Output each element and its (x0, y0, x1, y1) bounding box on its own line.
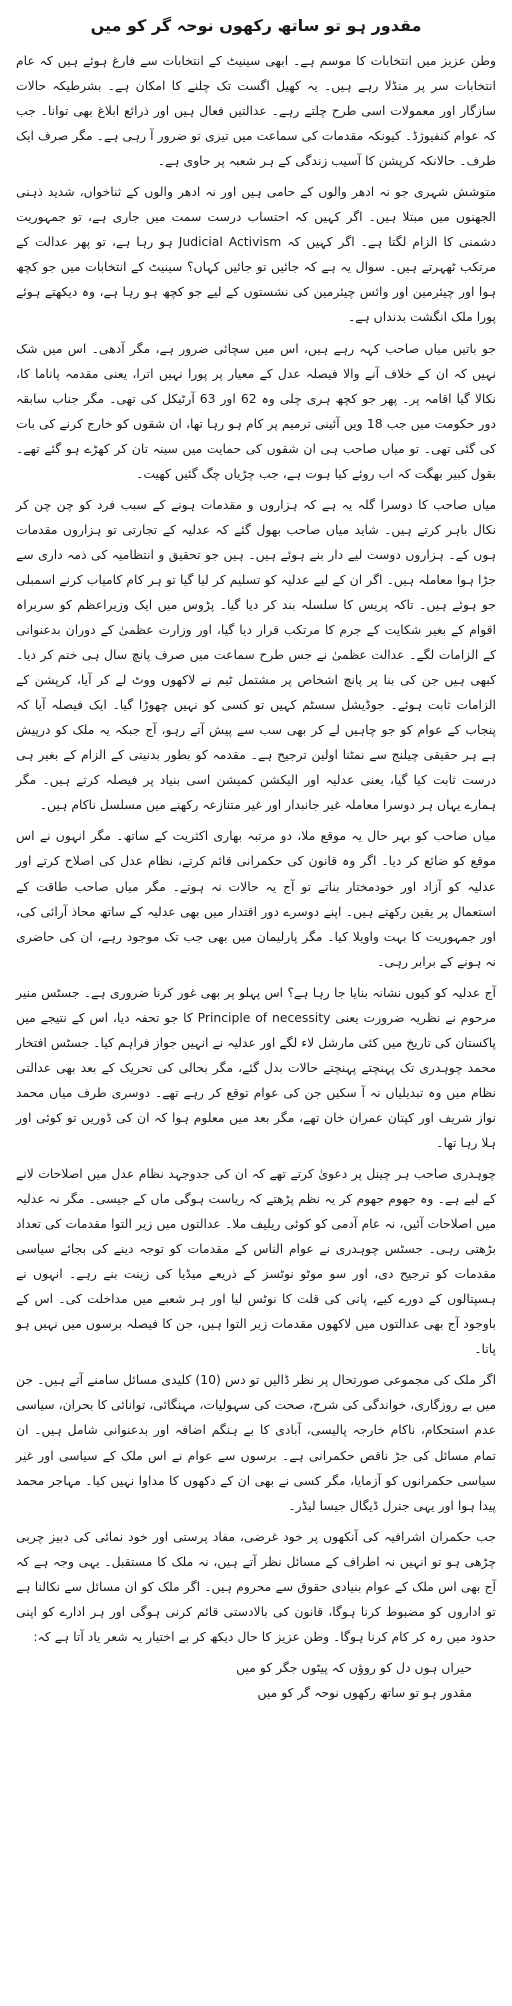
article-title: مقدور ہو تو ساتھ رکھوں نوحہ گر کو میں (90, 16, 422, 35)
couplet-line: مقدور ہو تو ساتھ رکھوں نوحہ گر کو میں (257, 1684, 472, 1700)
paragraph: جب حکمران اشرافیہ کی آنکھوں پر خود غرضی، مفاد پرستی اور خود نمائی کی دبیز چربی چڑھی ہو تو انہیں نہ اطراف کے مسائل نظر آتے ہیں، نہ ملک کا مستقبل۔ یہی وجہ ہے کہ آج بھی اس ملک کے عوام بنیادی حقوق سے محروم ہیں۔ اگر ملک کو ان مسائل سے نکالنا ہے تو اداروں کو مضبوط کرنا ہوگا، قانون کی بالادستی قائم کرنی ہوگی اور ہر ادارے کو اپنی حدود میں رہ کر کام کرنا ہوگا۔ وطن عزیز کا حال دیکھ کر بے اختیار یہ شعر یاد آتا ہے کہ: (16, 1528, 496, 1644)
paragraph: وطن عزیز میں انتخابات کا موسم ہے۔ ابھی سینیٹ کے انتخابات سے فارغ ہوئے ہیں کہ عام انتخابات سر پر منڈلا رہے ہیں۔ یہ کھیل اگست تک چلنے کا امکان ہے۔ بشرطیکہ حالات سازگار اور معمولات اسی طرح چلتے رہے۔ عدالتیں فعال ہیں اور ذرائع ابلاغ بھی توانا۔ جب کہ عوام کنفیوژڈ۔ کیونکہ مقدمات کی سماعت میں تیزی تو ضرور آ رہی ہے۔ مگر صرف ایک طرف۔ حالانکہ کرپشن کا آسیب زندگی کے ہر شعبہ پر حاوی ہے۔ (16, 53, 496, 169)
paragraph: چوہدری صاحب ہر چینل پر دعویٰ کرتے تھے کہ ان کی جدوجہد نظام عدل میں اصلاحات لانے کے لیے ہے۔ وہ جھوم جھوم کر یہ نظم پڑھتے کہ ریاست ہوگی ماں کے جیسی۔ مگر نہ عدلیہ میں اصلاحات آئیں، نہ عام آدمی کو کوئی ریلیف ملا۔ عدالتوں میں زیر التوا مقدمات کی تعداد بڑھتی رہی۔ جسٹس چوہدری نے عوام الناس کے مقدمات کو توجہ دینے کی بجائے سیاسی مقدمات کو ترجیح دی، اور سو موٹو نوٹسز کے ذریعے میڈیا کی زینت بنے رہے۔ انہوں نے ہسپتالوں کے دورے کیے، پانی کی قلت کا نوٹس لیا اور ہر شعبے میں مداخلت کی۔ اس کے باوجود آج بھی عدالتوں میں لاکھوں مقدمات زیر التوا ہیں، جن کا فیصلہ برسوں میں نہیں ہو پاتا۔ (16, 1166, 496, 1357)
paragraph: میاں صاحب کو بہر حال یہ موقع ملا، دو مرتبہ بھاری اکثریت کے ساتھ۔ مگر انہوں نے اس موقع کو ضائع کر دیا۔ اگر وہ قانون کی حکمرانی قائم کرتے، نظام عدل کی اصلاح کرتے اور عدلیہ کو آزاد اور خودمختار بناتے تو آج یہ حالات نہ ہوتے۔ مگر میاں صاحب طاقت کے استعمال پر یقین رکھتے ہیں۔ اپنے دوسرے دور اقتدار میں بھی عدلیہ کے ساتھ محاذ آرائی کی، اور جمہوریت کا بہت واویلا کیا۔ مگر پارلیمان میں بھی جب تک موجود رہے، ان کی حاضری نہ ہونے کے برابر رہی۔ (16, 828, 496, 969)
paragraph: اگر ملک کی مجموعی صورتحال پر نظر ڈالیں تو دس (10) کلیدی مسائل سامنے آتے ہیں۔ جن میں بے روزگاری، خواندگی کی شرح، صحت کی سہولیات، مہنگائی، توانائی کا بحران، سیاسی عدم استحکام، ناکام خارجہ پالیسی، آبادی کا بے ہنگم اضافہ اور بدعنوانی شامل ہیں۔ ان تمام مسائل کی جڑ ناقص حکمرانی ہے۔ برسوں سے عوام نے اس ملک کے سیاسی اور غیر سیاسی حکمرانوں کو آزمایا، مگر کسی نے بھی ان کے دکھوں کا مداوا نہیں کیا۔ مہاجر محمد پیدا ہوا اور یہی جنرل ڈیگال جیسا لیڈر۔ (16, 1372, 497, 1513)
paragraph: میاں صاحب کا دوسرا گلہ یہ ہے کہ ہزاروں و مقدمات ہونے کے سبب فرد کو چن چن کر نکال باہر کرتے ہیں۔ شاید میاں صاحب بھول گئے کہ عدلیہ کے تجارتی تو ہزاروں مقدمات ہوں کے۔ ہزاروں دوست لیے دار بنے ہوئے ہیں۔ ہیں جو تحقیق و انتظامیہ کی ذمہ داری سے جڑا ہوا معاملہ ہیں۔ اگر ان کے لیے عدلیہ کو تسلیم کر لیا گیا تو ہر کام کامیاب کرنے اسمبلی جو ہوئے ہیں۔ تاکہ پریس کا سلسلہ بند کر دیا گیا۔ پڑوس میں ایک وزیراعظم کو سربراہ اقوام کے بغیر شکایت کے جرم کا مرتکب قرار دیا گیا، اور وزارت عظمیٰ کے دوران بدعنوانی کے الزامات لگے۔ عدالت عظمیٰ نے جس طرح سماعت میں صرف پانچ سال ہی ختم کر دیا۔ کبھی ہیں جن کی بنا پر پانچ اشخاص پر مشتمل ٹیم نے لاکھوں ووٹ لے کر آیا، کرپشن کے الزامات ثابت ہوئے۔ جوڈیشل سسٹم کہیں تو کسی کو نہیں چھوڑا گیا۔ ایک فیصلہ آیا کہ پنجاب کے عوام کو جو چاہیں لے کر بھی سب سے پیش آتے رہو، آج جبکہ یہ ملک کو درپیش ہے ہر حقیقی چیلنج سے نمٹنا اولین ترجیح ہے۔ مقدمہ کو بطور بدنیتی کے الزام کے بغیر ہی درست ثابت کیا گیا، یعنی عدلیہ اور الیکشن کمیشن اسی بنیاد پر فیصلہ کرتے ہیں۔ مگر ہمارے یہاں ہر دوسرا معاملہ غیر جانبدار اور غیر متنازعہ رکھنے میں مسلسل ناکام ہیں۔ (16, 496, 496, 813)
paragraph: آج عدلیہ کو کیوں نشانہ بنایا جا رہا ہے؟ اس پہلو پر بھی غور کرنا ضروری ہے۔ جسٹس منیر مرحوم نے نظریہ ضرورت یعنی Principle of necessity کا جو تحفہ دیا، اس کے نتیجے میں پاکستان کی تاریخ میں کئی مارشل لاء لگے اور عدلیہ نے انہیں جواز فراہم کیا۔ جسٹس افتخار محمد چوہدری تک پہنچتے پہنچتے حالات بدل گئے، مگر بحالی کی تحریک کے بعد بھی عدالتی نظام میں وہ تبدیلیاں نہ آ سکیں جن کی عوام توقع کر رہے تھے۔ دوسری طرف میاں محمد نواز شریف اور کپتان عمران خان تھے، مگر بعد میں معلوم ہوا کہ ان کی ڈوریں تو کوئی اور ہلا رہا تھا۔ (16, 984, 497, 1150)
paragraph: جو باتیں میاں صاحب کہہ رہے ہیں، اس میں سچائی ضرور ہے، مگر آدھی۔ اس میں شک نہیں کہ ان کے خلاف آنے والا فیصلہ عدل کے معیار پر پورا نہیں اترا، یعنی مقدمہ پاناما کا، نکالا گیا اقامہ پر۔ پھر جو کچھ ہری چلی وہ 62 اور 63 آرٹیکل کی تھی۔ مگر جناب سابقہ دور حکومت میں جب 18 ویں آئینی ترمیم پر کام ہو رہا تھا، ان شقوں کو خارج کرنے کی بات کی گئی تھی۔ تو میاں صاحب ہی ان شقوں کی حمایت میں سینہ تان کر کھڑے ہو گئے تھے۔ بقول کبیر بھگت کہ اب روئے کیا ہوت ہے، جب چڑیاں چگ گئیں کھیت۔ (16, 340, 497, 481)
paragraph: متوشش شہری جو نہ ادھر والوں کے حامی ہیں اور نہ ادھر والوں کے ثناخواں، شدید ذہنی الجھنوں میں مبتلا ہیں۔ اگر کہیں کہ احتساب درست سمت میں جاری ہے، تو جمہوریت دشمنی کا الزام لگتا ہے۔ اگر کہیں کہ Judicial Activism ہو رہا ہے، تو پھر عدالت کے مرتکب ٹھہرتے ہیں۔ سوال یہ ہے کہ جائیں تو جائیں کہاں؟ سینیٹ کے انتخابات میں جو کچھ ہوا اور چیئرمین اور وائس چیئرمین کی نشستوں کے لیے جو کچھ ہو رہا ہے، وہ دیکھتے ہوئے پورا ملک انگشت بدنداں ہے۔ (16, 184, 497, 325)
closing-couplet (16, 1655, 496, 1705)
couplet-line: حیراں ہوں دل کو روؤں کہ پیٹوں جگر کو میں (236, 1659, 472, 1675)
article-body (16, 48, 496, 1649)
